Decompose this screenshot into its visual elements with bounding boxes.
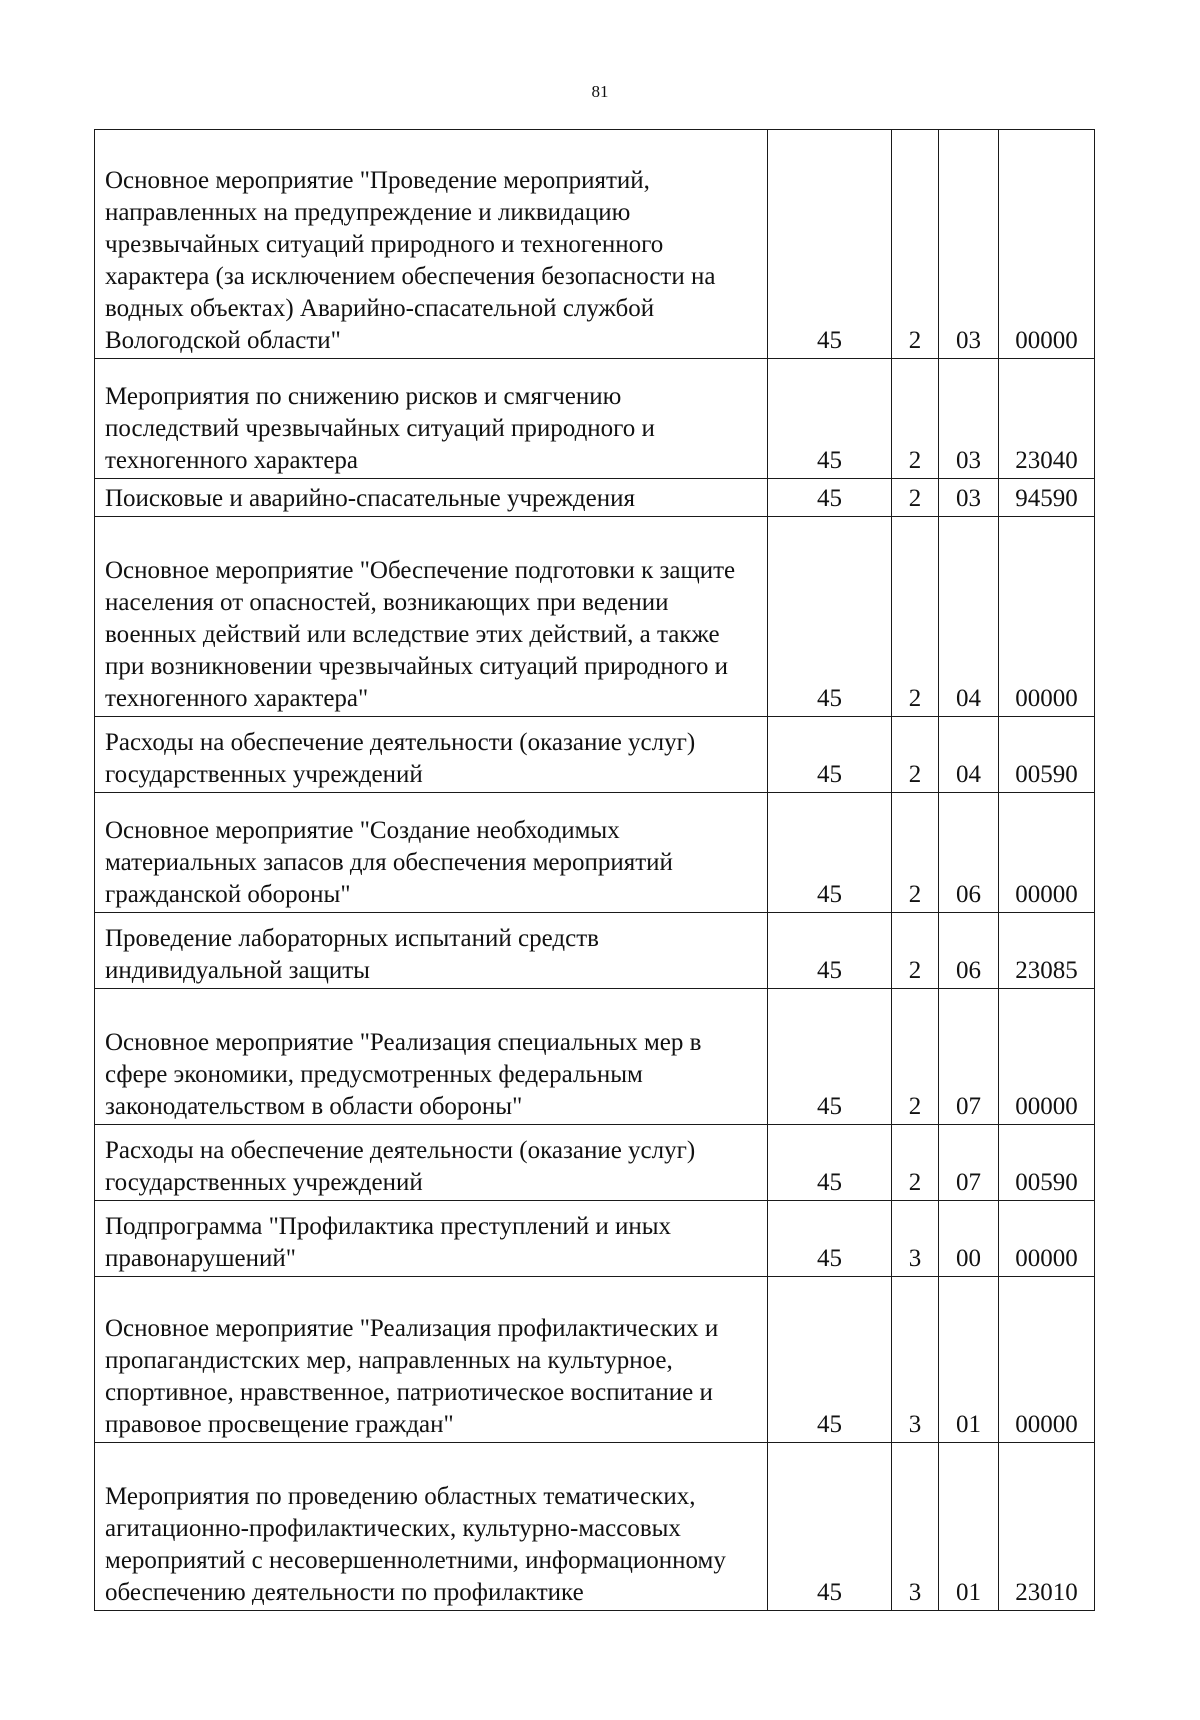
table-row (95, 130, 1095, 359)
direction-code: 23010 (999, 1443, 1095, 1611)
table-row (95, 1201, 1095, 1277)
subprogram-code: 2 (892, 130, 939, 359)
program-code: 45 (768, 989, 892, 1125)
activity-code: 07 (939, 1125, 999, 1201)
row-name: Подпрограмма "Профилактика преступлений и иных правонарушений" (95, 1201, 768, 1277)
table-row (95, 1125, 1095, 1201)
subprogram-code: 2 (892, 989, 939, 1125)
direction-code: 23085 (999, 913, 1095, 989)
table-row (95, 479, 1095, 517)
program-code: 45 (768, 517, 892, 717)
activity-code: 07 (939, 989, 999, 1125)
program-code: 45 (768, 913, 892, 989)
program-code: 45 (768, 479, 892, 517)
page-number: 81 (591, 82, 609, 101)
subprogram-code: 2 (892, 793, 939, 913)
subprogram-code: 2 (892, 517, 939, 717)
subprogram-code: 2 (892, 479, 939, 517)
subprogram-code: 2 (892, 913, 939, 989)
row-name: Проведение лабораторных испытаний средств индивидуальной защиты (95, 913, 768, 989)
row-name: Основное мероприятие "Реализация специальных мер в сфере экономики, предусмотренных федеральным законодательством в области обороны" (95, 989, 768, 1125)
table-row (95, 913, 1095, 989)
program-code: 45 (768, 1201, 892, 1277)
table-row (95, 359, 1095, 479)
subprogram-code: 2 (892, 717, 939, 793)
table-row (95, 717, 1095, 793)
table-row (95, 1277, 1095, 1443)
subprogram-code: 2 (892, 359, 939, 479)
row-name: Основное мероприятие "Реализация профилактических и пропагандистских мер, направленных на культурное, спортивное, нравственное, патриотическое воспитание и правовое просвещение граждан" (95, 1277, 768, 1443)
program-code: 45 (768, 1125, 892, 1201)
activity-code: 04 (939, 717, 999, 793)
direction-code: 00590 (999, 717, 1095, 793)
direction-code: 00590 (999, 1125, 1095, 1201)
activity-code: 03 (939, 479, 999, 517)
subprogram-code: 3 (892, 1277, 939, 1443)
subprogram-code: 2 (892, 1125, 939, 1201)
table-row (95, 989, 1095, 1125)
direction-code: 23040 (999, 359, 1095, 479)
program-code: 45 (768, 130, 892, 359)
row-name: Расходы на обеспечение деятельности (оказание услуг) государственных учреждений (95, 717, 768, 793)
row-name: Основное мероприятие "Проведение мероприятий, направленных на предупреждение и ликвидацию чрезвычайных ситуаций природного и техногенного характера (за исключением обеспечения безопасности на водных объектах) Аварийно-спасательной службой Вологодской области" (95, 130, 768, 359)
row-name: Поисковые и аварийно-спасательные учреждения (95, 479, 768, 517)
program-code: 45 (768, 359, 892, 479)
budget-table (94, 129, 1095, 1611)
row-name: Расходы на обеспечение деятельности (оказание услуг) государственных учреждений (95, 1125, 768, 1201)
program-code: 45 (768, 793, 892, 913)
direction-code: 00000 (999, 793, 1095, 913)
activity-code: 04 (939, 517, 999, 717)
program-code: 45 (768, 717, 892, 793)
activity-code: 00 (939, 1201, 999, 1277)
direction-code: 00000 (999, 130, 1095, 359)
table-row (95, 517, 1095, 717)
direction-code: 00000 (999, 989, 1095, 1125)
direction-code: 00000 (999, 517, 1095, 717)
subprogram-code: 3 (892, 1201, 939, 1277)
program-code: 45 (768, 1443, 892, 1611)
row-name: Основное мероприятие "Обеспечение подготовки к защите населения от опасностей, возникающих при ведении военных действий или вследствие этих действий, а также при возникновении чрезвычайных ситуаций природного и техногенного характера" (95, 517, 768, 717)
direction-code: 00000 (999, 1277, 1095, 1443)
activity-code: 06 (939, 913, 999, 989)
table-row (95, 1443, 1095, 1611)
activity-code: 01 (939, 1277, 999, 1443)
direction-code: 00000 (999, 1201, 1095, 1277)
activity-code: 03 (939, 359, 999, 479)
table-row (95, 793, 1095, 913)
activity-code: 03 (939, 130, 999, 359)
program-code: 45 (768, 1277, 892, 1443)
subprogram-code: 3 (892, 1443, 939, 1611)
row-name: Мероприятия по проведению областных тематических, агитационно-профилактических, культурно-массовых мероприятий с несовершеннолетними, информационному обеспечению деятельности по профилактике (95, 1443, 768, 1611)
row-name: Основное мероприятие "Создание необходимых материальных запасов для обеспечения мероприятий гражданской обороны" (95, 793, 768, 913)
activity-code: 06 (939, 793, 999, 913)
direction-code: 94590 (999, 479, 1095, 517)
row-name: Мероприятия по снижению рисков и смягчению последствий чрезвычайных ситуаций природного и техногенного характера (95, 359, 768, 479)
activity-code: 01 (939, 1443, 999, 1611)
